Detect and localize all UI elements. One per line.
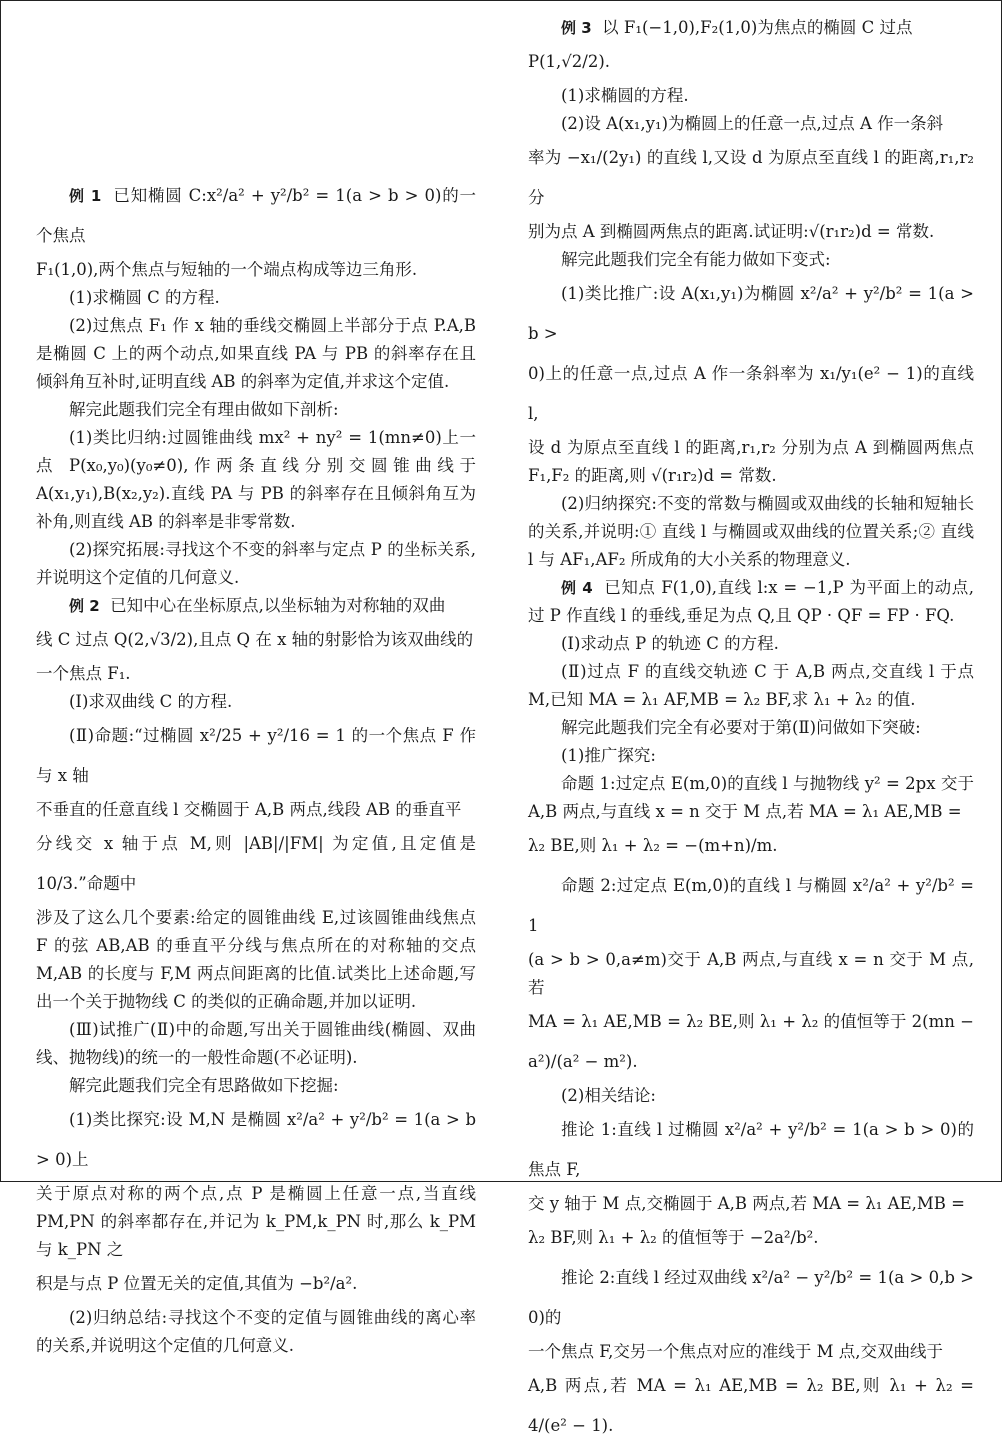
example-4-heading-2: (2)相关结论:	[561, 1086, 656, 1105]
example-1-label: 例 1	[69, 187, 102, 205]
example-3-label: 例 3	[561, 19, 592, 37]
example-2-analysis-1: (1)类比探究:设 M,N 是椭圆 x²/a² + y²/b² = 1(a > b > 0)上	[36, 1110, 476, 1169]
right-column	[528, 14, 974, 1446]
example-2-analysis-2: (2)归纳总结:寻找这个不变的定值与圆锥曲线的离心率的关系,并说明这个定值的几何意义.	[36, 1308, 476, 1355]
example-1-analysis-2: (2)探究拓展:寻找这个不变的斜率与定点 P 的坐标关系,并说明这个定值的几何意义.	[36, 540, 476, 587]
example-4-question-2: (Ⅱ)过点 F 的直线交轨迹 C 于 A,B 两点,交直线 l 于点 M,已知 MA = λ₁ AF,MB = λ₂ BF,求 λ₁ + λ₂ 的值.	[528, 662, 974, 709]
example-2-statement-line-3: 一个焦点 F₁.	[36, 664, 131, 683]
example-4-corollary-1-line-3: λ₂ BF,则 λ₁ + λ₂ 的值恒等于 −2a²/b².	[528, 1228, 819, 1247]
example-4-corollary-1-line-2: 交 y 轴于 M 点,交椭圆于 A,B 两点,若 MA = λ₁ AE,MB =	[528, 1194, 965, 1213]
example-4-corollary-2: 推论 2:直线 l 经过双曲线 x²/a² − y²/b² = 1(a > 0,b > 0)的	[528, 1268, 974, 1327]
example-2-analysis-1-end: 积是与点 P 位置无关的定值,其值为 −b²/a².	[36, 1274, 358, 1293]
example-4-corollary-2-line-3: A,B 两点,若 MA = λ₁ AE,MB = λ₂ BE,则 λ₁ + λ₂ = 4/(e² − 1).	[528, 1376, 974, 1435]
example-4-statement: 例 4 已知点 F(1,0),直线 l:x = −1,P 为平面上的动点,过 P 作直线 l 的垂线,垂足为点 Q,且 QP · QF = FP · FQ.	[528, 578, 974, 625]
example-4-breakthrough-intro: 解完此题我们完全有必要对于第(Ⅱ)问做如下突破:	[561, 718, 921, 737]
example-1-analysis-1: (1)类比归纳:过圆锥曲线 mx² + ny² = 1(mn≠0)上一点 P(x₀,y₀)(y₀≠0),作两条直线分别交圆锥曲线于 A(x₁,y₁),B(x₂,y₂).直线 PA 与 PB 的斜率存在且倾斜角互为补角,则直线 AB 的斜率是非零常数.	[36, 428, 476, 531]
example-3-variant-2: (2)归纳探究:不变的常数与椭圆或双曲线的长轴和短轴长的关系,并说明:① 直线 l 与椭圆或双曲线的位置关系;② 直线 l 与 AF₁,AF₂ 所成角的大小关系的物理意义.	[528, 494, 974, 569]
example-2-question-3: (Ⅲ)试推广(Ⅱ)中的命题,写出关于圆锥曲线(椭圆、双曲线、抛物线)的统一的一般性命题(不必证明).	[36, 1020, 476, 1067]
example-2-statement: 例 2 已知中心在坐标原点,以坐标轴为对称轴的双曲	[69, 596, 446, 615]
example-3-question-1: (1)求椭圆的方程.	[561, 86, 689, 105]
example-3-statement-cont: P(1,√2/2).	[528, 52, 611, 71]
example-1-statement: 例 1 已知椭圆 C:x²/a² + y²/b² = 1(a > b > 0)的一个焦点	[36, 186, 477, 245]
example-1-analysis-intro: 解完此题我们完全有理由做如下剖析:	[69, 400, 339, 419]
left-column	[36, 176, 476, 1360]
example-3-question-2-line-2: 率为 −x₁/(2y₁) 的直线 l,又设 d 为原点至直线 l 的距离,r₁,r₂ 分	[528, 148, 974, 207]
example-1-question-2: (2)过焦点 F₁ 作 x 轴的垂线交椭圆上半部分于点 P.A,B 是椭圆 C 上的两个动点,如果直线 PA 与 PB 的斜率存在且倾斜角互补时,证明直线 AB 的斜率为定值,并求这个定值.	[36, 316, 476, 391]
example-3-question-2-line-3: 别为点 A 到椭圆两焦点的距离.试证明:√(r₁r₂)d = 常数.	[528, 222, 935, 241]
example-2-question-2: (Ⅱ)命题:“过椭圆 x²/25 + y²/16 = 1 的一个焦点 F 作与 x 轴	[36, 726, 476, 785]
example-4-heading-1: (1)推广探究:	[561, 746, 656, 765]
example-1-statement-cont: F₁(1,0),两个焦点与短轴的一个端点构成等边三角形.	[36, 260, 418, 279]
example-2-analysis-1-cont: 关于原点对称的两个点,点 P 是椭圆上任意一点,当直线 PM,PN 的斜率都存在,并记为 k_PM,k_PN 时,那么 k_PM 与 k_PN 之	[36, 1184, 476, 1259]
example-2-question-2-line-3: 分线交 x 轴于点 M,则 |AB|/|FM| 为定值,且定值是 10/3.”命题中	[36, 834, 476, 893]
example-2-statement-line-2: 线 C 过点 Q(2,√3/2),且点 Q 在 x 轴的射影恰为该双曲线的	[36, 630, 474, 649]
example-3-variant-1-line-2: 0)上的任意一点,过点 A 作一条斜率为 x₁/y₁(e² − 1)的直线 l,	[528, 364, 974, 423]
example-2-label: 例 2	[69, 597, 100, 615]
example-3-variant-1-line-3: 设 d 为原点至直线 l 的距离,r₁,r₂ 分别为点 A 到椭圆两焦点 F₁,F₂ 的距离,则 √(r₁r₂)d = 常数.	[528, 438, 974, 485]
example-4-proposition-1: 命题 1:过定点 E(m,0)的直线 l 与抛物线 y² = 2px 交于 A,B 两点,与直线 x = n 交于 M 点,若 MA = λ₁ AE,MB =	[528, 774, 974, 821]
example-3-statement: 例 3 以 F₁(−1,0),F₂(1,0)为焦点的椭圆 C 过点	[561, 18, 913, 37]
example-4-proposition-2-line-3: MA = λ₁ AE,MB = λ₂ BE,则 λ₁ + λ₂ 的值恒等于 2(mn − a²)/(a² − m²).	[528, 1012, 974, 1071]
example-4-corollary-2-line-2: 一个焦点 F,交另一个焦点对应的准线于 M 点,交双曲线于	[528, 1342, 943, 1361]
example-4-proposition-2: 命题 2:过定点 E(m,0)的直线 l 与椭圆 x²/a² + y²/b² = 1	[528, 876, 974, 935]
example-4-question-1: (Ⅰ)求动点 P 的轨迹 C 的方程.	[561, 634, 779, 653]
example-1-question-1: (1)求椭圆 C 的方程.	[69, 288, 220, 307]
example-3-variant-intro: 解完此题我们完全有能力做如下变式:	[561, 250, 831, 269]
example-4-label: 例 4	[561, 579, 593, 597]
example-4-proposition-2-line-2: (a > b > 0,a≠m)交于 A,B 两点,与直线 x = n 交于 M 点,若	[528, 950, 974, 997]
example-4-proposition-1-end: λ₂ BE,则 λ₁ + λ₂ = −(m+n)/m.	[528, 836, 778, 855]
example-2-question-2-line-2: 不垂直的任意直线 l 交椭圆于 A,B 两点,线段 AB 的垂直平	[36, 800, 462, 819]
example-2-question-2-rest: 涉及了这么几个要素:给定的圆锥曲线 E,过该圆锥曲线焦点 F 的弦 AB,AB 的垂直平分线与焦点所在的对称轴的交点 M,AB 的长度与 F,M 两点间距离的比值.试类比上述命题,写出一个关于抛物线 C 的类似的正确命题,并加以证明.	[36, 908, 476, 1011]
example-2-analysis-intro: 解完此题我们完全有思路做如下挖掘:	[69, 1076, 339, 1095]
example-4-corollary-1: 推论 1:直线 l 过椭圆 x²/a² + y²/b² = 1(a > b > 0)的焦点 F,	[528, 1120, 974, 1179]
example-3-question-2: (2)设 A(x₁,y₁)为椭圆上的任意一点,过点 A 作一条斜	[561, 114, 944, 133]
example-3-variant-1: (1)类比推广:设 A(x₁,y₁)为椭圆 x²/a² + y²/b² = 1(a > b >	[528, 284, 974, 343]
example-2-question-1: (Ⅰ)求双曲线 C 的方程.	[69, 692, 233, 711]
